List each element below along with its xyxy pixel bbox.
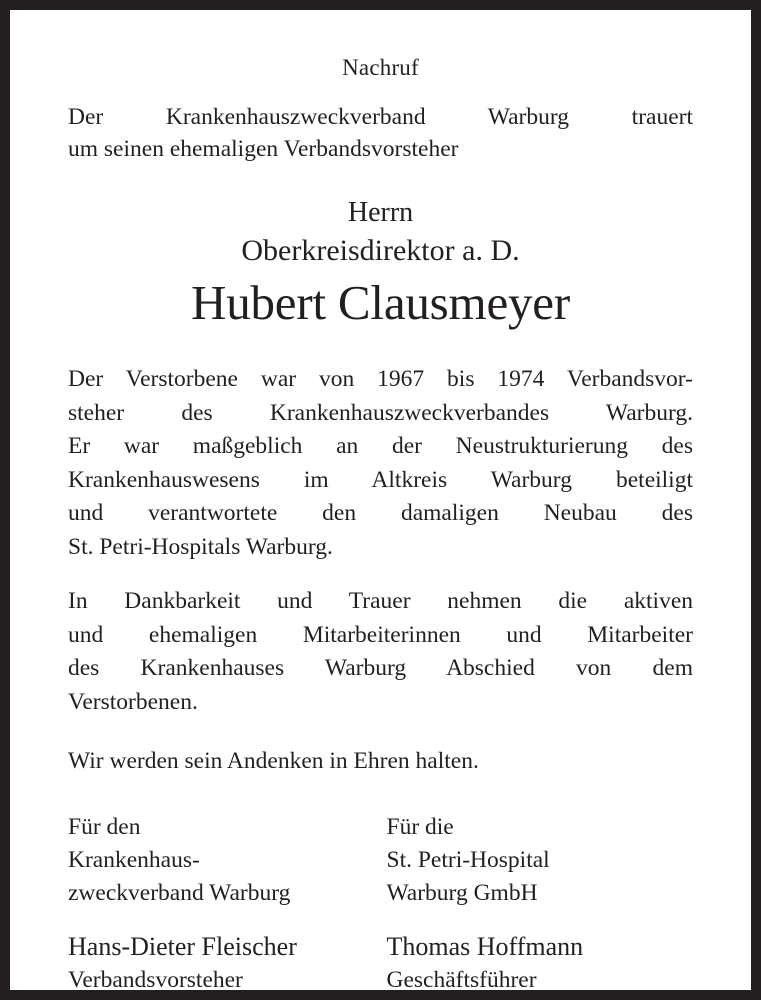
left-prefix: Für den bbox=[68, 813, 141, 840]
left-signatory bbox=[68, 930, 381, 997]
intro-line-1: Der Krankenhauszweckverband Warburg trauert bbox=[68, 104, 693, 130]
deceased-name: Hubert Clausmeyer bbox=[191, 275, 570, 330]
right-signatory-role: Geschäftsführer bbox=[386, 966, 537, 993]
p1-line-1: Der Verstorbene war von 1967 bis 1974 Verbandsvor- bbox=[68, 366, 693, 392]
notice-body bbox=[68, 363, 693, 719]
p2-line-3: des Krankenhauses Warburg Abschied von dem bbox=[68, 655, 693, 681]
right-signatory-name: Thomas Hoffmann bbox=[386, 931, 584, 961]
left-org-line-2: zweckverband Warburg bbox=[68, 879, 291, 906]
left-signatory-role: Verbandsvorsteher bbox=[68, 966, 243, 993]
p2-line-1: In Dankbarkeit und Trauer nehmen die aktiven bbox=[68, 588, 693, 614]
notice-heading: Nachruf bbox=[342, 55, 419, 80]
right-prefix: Für die bbox=[386, 813, 454, 840]
p1-line-4: Krankenhauswesens im Altkreis Warburg beteiligt bbox=[68, 466, 693, 493]
notice-content bbox=[68, 10, 693, 997]
p1-line-2: steher des Krankenhauszweckverbandes Warburg. bbox=[68, 399, 693, 426]
left-org-line-1: Krankenhaus- bbox=[68, 846, 200, 873]
salutation: Herrn bbox=[347, 197, 414, 228]
body-paragraph-2 bbox=[68, 585, 693, 719]
left-organization bbox=[68, 811, 381, 910]
p1-line-3: Er war maßgeblich an der Neustrukturierung des bbox=[68, 433, 693, 459]
body-paragraph-1 bbox=[68, 363, 693, 564]
intro-paragraph bbox=[68, 101, 693, 165]
p2-line-2: und ehemaligen Mitarbeiterinnen und Mitarbeiter bbox=[68, 621, 693, 648]
p1-line-5: und verantwortete den damaligen Neubau des bbox=[68, 500, 693, 526]
p2-line-4: Verstorbenen. bbox=[68, 688, 198, 715]
honorific-block bbox=[68, 195, 693, 333]
signature-block bbox=[68, 811, 693, 997]
right-organization bbox=[387, 811, 694, 910]
right-org-line-1: St. Petri-Hospital bbox=[386, 846, 550, 873]
official-title: Oberkreisdirektor a. D. bbox=[241, 234, 520, 267]
right-org-line-2: Warburg GmbH bbox=[386, 879, 538, 906]
intro-line-2: um seinen ehemaligen Verbandsvorsteher bbox=[68, 136, 459, 162]
signature-column-right bbox=[381, 811, 694, 997]
right-signatory bbox=[387, 930, 694, 997]
closing-line: Wir werden sein Andenken in Ehren halten. bbox=[68, 748, 479, 774]
p1-line-6: St. Petri-Hospitals Warburg. bbox=[68, 533, 333, 560]
left-signatory-name: Hans-Dieter Fleischer bbox=[68, 931, 297, 961]
signature-column-left bbox=[68, 811, 381, 997]
